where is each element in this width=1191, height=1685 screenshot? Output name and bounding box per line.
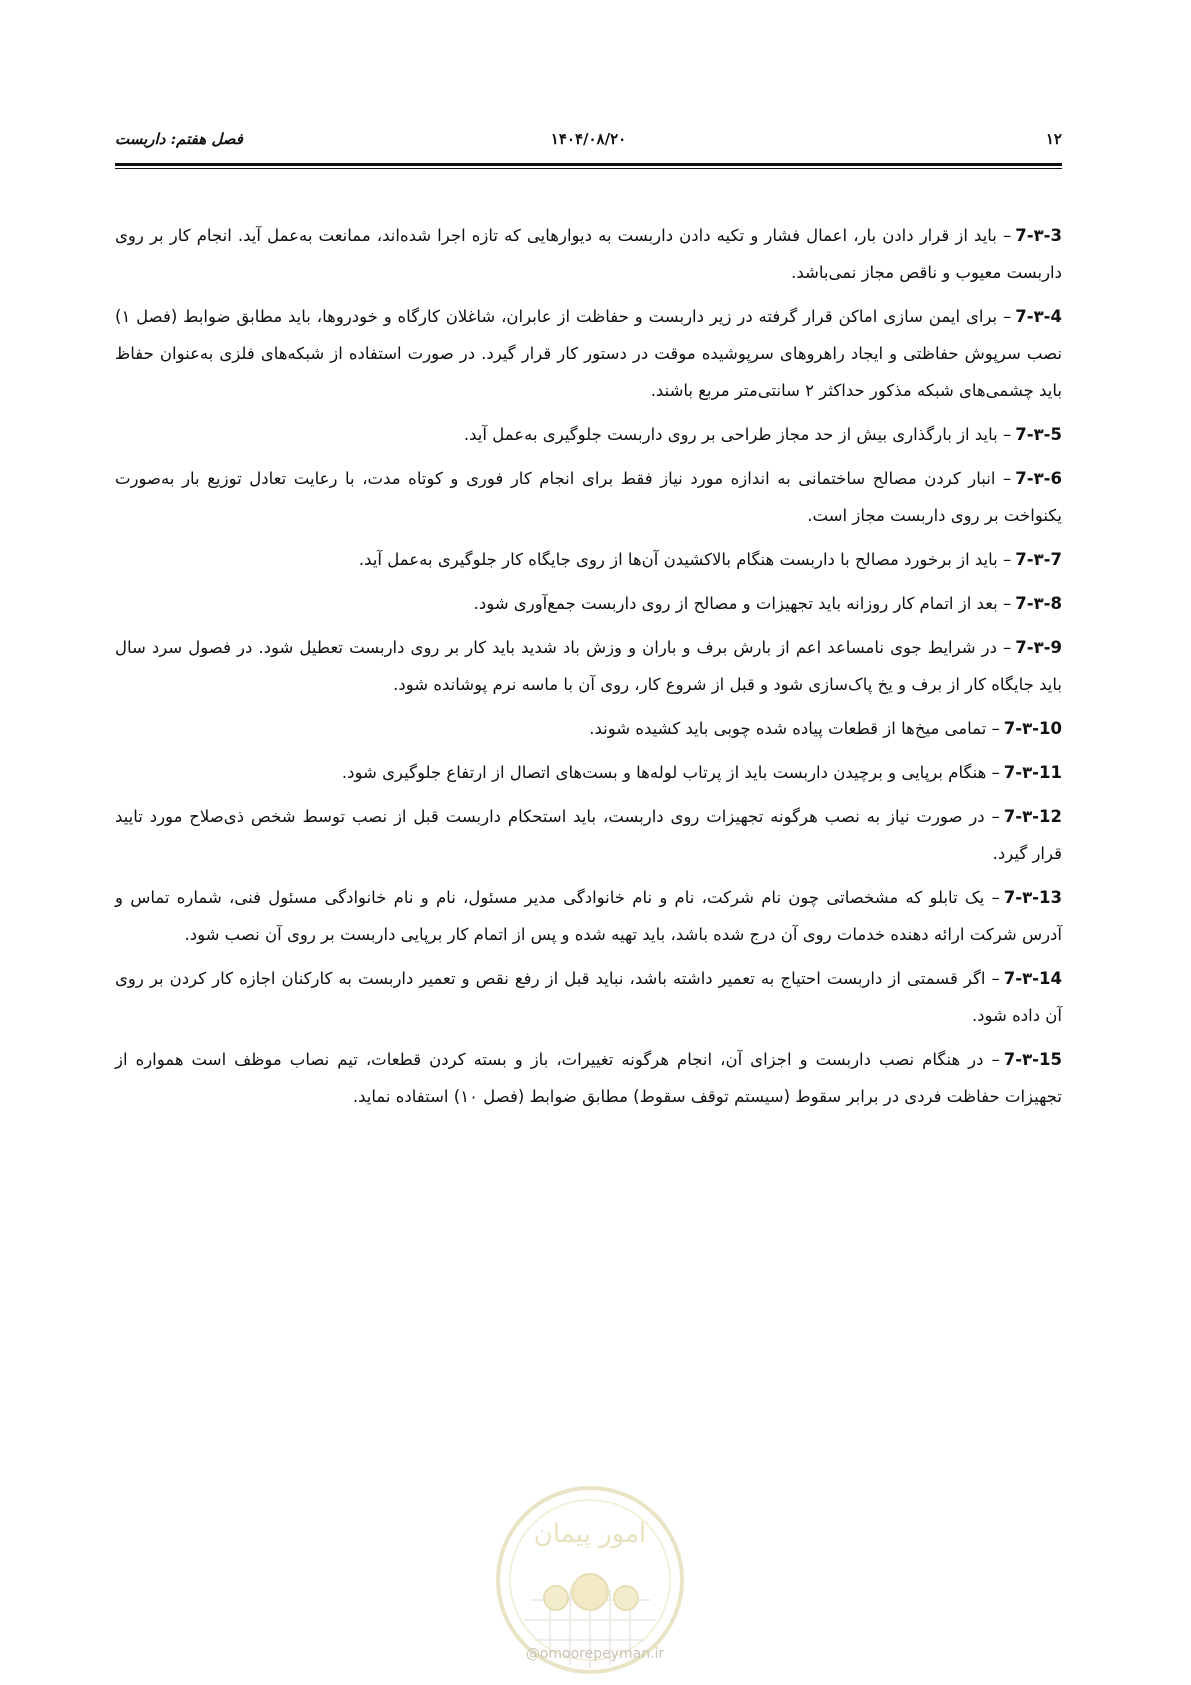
- clause-number: 7-۳-9: [1015, 638, 1062, 657]
- clause-paragraph: [115, 416, 1062, 453]
- watermark-url: @omoorepeyman.ir: [525, 1646, 665, 1662]
- clause-number: 7-۳-7: [1015, 550, 1062, 569]
- header-rule-thick: [115, 163, 1062, 166]
- clause-number: 7-۳-5: [1015, 425, 1062, 444]
- clause-text: – تمامی میخ‌ها از قطعات پیاده شده چوبی باید کشیده شوند.: [589, 719, 1000, 738]
- clause-text: – اگر قسمتی از داربست احتیاج به تعمیر داشته باشد، نباید قبل از رفع نقص و تعمیر داربست به کارکنان اجازه کار کردن بر روی آن داده شود.: [115, 969, 1062, 1025]
- clause-number: 7-۳-14: [1003, 969, 1062, 988]
- clause-paragraph: [115, 798, 1062, 872]
- clause-paragraph: [115, 298, 1062, 409]
- clause-paragraph: [115, 629, 1062, 703]
- clause-text: – انبار کردن مصالح ساختمانی به اندازه مورد نیاز فقط برای انجام کار فوری و کوتاه مدت، با رعایت تعادل توزیع بار به‌صورت یکنواخت بر روی داربست مجاز است.: [115, 469, 1062, 525]
- clause-text: – در صورت نیاز به نصب هرگونه تجهیزات روی داربست، باید استحکام داربست قبل از نصب توسط شخص ذی‌صلاح مورد تایید قرار گیرد.: [115, 807, 1062, 863]
- clause-paragraph: [115, 879, 1062, 953]
- clause-text: – باید از قرار دادن بار، اعمال فشار و تکیه دادن داربست به دیوارهایی که تازه اجرا شده‌اند، ممانعت به‌عمل آید. انجام کار بر روی داربست معیوب و ناقص مجاز نمی‌باشد.: [115, 226, 1062, 282]
- watermark-text: امور پیمان: [533, 1519, 647, 1549]
- page-header: [115, 130, 1062, 152]
- body-content: [115, 217, 1062, 1122]
- clause-paragraph: [115, 217, 1062, 291]
- clause-number: 7-۳-6: [1015, 469, 1062, 488]
- clause-number: 7-۳-8: [1015, 594, 1062, 613]
- clause-number: 7-۳-13: [1003, 888, 1062, 907]
- clause-text: – در شرایط جوی نامساعد اعم از بارش برف و باران و وزش باد شدید باید کار بر روی داربست تعطیل شود. در فصول سرد سال باید جایگاه کار از برف و یخ پاک‌سازی شود و قبل از شروع کار، روی آن با ماسه نرم پوشانده شود.: [115, 638, 1062, 694]
- clause-paragraph: [115, 960, 1062, 1034]
- clause-text: – بعد از اتمام کار روزانه باید تجهیزات و مصالح از روی داربست جمع‌آوری شود.: [473, 594, 1012, 613]
- clause-text: – یک تابلو که مشخصاتی چون نام شرکت، نام و نام خانوادگی مدیر مسئول، نام و نام خانوادگی مسئول فنی، شماره تماس و آدرس شرکت ارائه دهنده خدمات روی آن درج شده باشد، باید تهیه شده و پس از اتمام کار برپایی داربست بر روی آن نصب شود.: [115, 888, 1062, 944]
- clause-number: 7-۳-3: [1015, 226, 1062, 245]
- clause-paragraph: [115, 754, 1062, 791]
- clause-paragraph: [115, 585, 1062, 622]
- clause-text: – باید از برخورد مصالح با داربست هنگام بالاکشیدن آن‌ها از روی جایگاه کار جلوگیری به‌عمل آید.: [358, 550, 1012, 569]
- clause-text: – در هنگام نصب داربست و اجزای آن، انجام هرگونه تغییرات، باز و بسته کردن قطعات، تیم نصاب موظف است همواره از تجهیزات حفاظت فردی در برابر سقوط (سیستم توقف سقوط) مطابق ضوابط (فصل ۱۰) استفاده نماید.: [115, 1050, 1062, 1106]
- header-date: ۱۴۰۴/۰۸/۲۰: [550, 130, 627, 148]
- clause-number: 7-۳-10: [1003, 719, 1062, 738]
- clause-text: – برای ایمن سازی اماکن قرار گرفته در زیر داربست و حفاظت از عابران، شاغلان کارگاه و خودروها، باید مطابق ضوابط (فصل ۱) نصب سرپوش حفاظتی و ایجاد راهروهای سرپوشیده موقت در دستور کار قرار گیرد. در صورت استفاده از شبکه‌های فلزی به‌عنوان حفاظ باید چشمی‌های شبکه مذکور حداکثر ۲ سانتی‌متر مربع باشند.: [115, 307, 1062, 400]
- clause-number: 7-۳-11: [1003, 763, 1062, 782]
- clause-number: 7-۳-12: [1003, 807, 1062, 826]
- chapter-title: فصل هفتم: داربست: [115, 130, 243, 148]
- clause-text: – باید از بارگذاری بیش از حد مجاز طراحی بر روی داربست جلوگیری به‌عمل آید.: [463, 425, 1012, 444]
- clause-text: – هنگام برپایی و برچیدن داربست باید از پرتاب لوله‌ها و بست‌های اتصال از ارتفاع جلوگیری شود.: [341, 763, 1000, 782]
- header-rule-thin: [115, 168, 1062, 169]
- clause-paragraph: [115, 1041, 1062, 1115]
- clause-paragraph: [115, 710, 1062, 747]
- clause-paragraph: [115, 460, 1062, 534]
- clause-paragraph: [115, 541, 1062, 578]
- clause-number: 7-۳-15: [1003, 1050, 1062, 1069]
- clause-number: 7-۳-4: [1015, 307, 1062, 326]
- page-number: ۱۲: [1045, 130, 1062, 148]
